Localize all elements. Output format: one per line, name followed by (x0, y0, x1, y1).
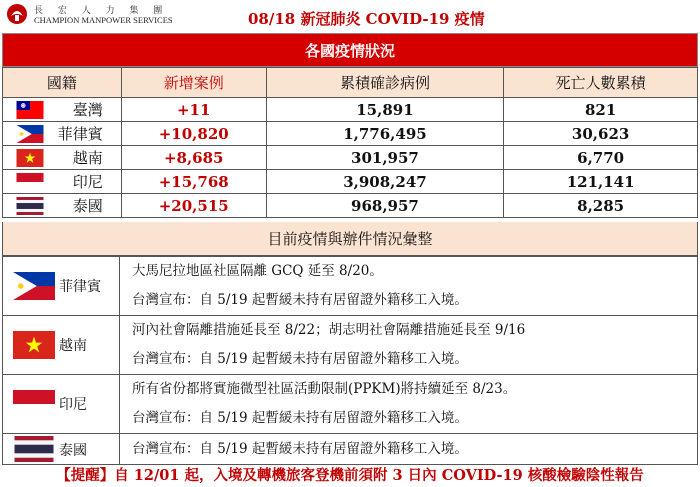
country-name: 越南 (72, 149, 103, 167)
update-country-cell (3, 375, 120, 434)
taiwan-flag-icon (13, 101, 47, 119)
new-cases: +15,768 (121, 170, 266, 194)
deaths: 821 (504, 98, 698, 122)
indonesia-flag-icon (13, 173, 47, 191)
deaths: 8,285 (504, 194, 698, 218)
thailand-flag-icon (13, 436, 55, 462)
total-cases: 15,891 (266, 98, 504, 122)
update-line: 台灣宣布：自 5/19 起暫緩未持有居留證外籍移工入境。 (132, 351, 468, 367)
country-cell (3, 122, 122, 146)
table-row (3, 122, 698, 146)
country-cell (3, 98, 122, 122)
update-country-name: 越南 (59, 338, 87, 354)
update-line: 台灣宣布：自 5/19 起暫緩未持有居留證外籍移工入境。 (132, 440, 468, 457)
new-cases: +10,820 (121, 122, 266, 146)
philippines-flag-icon (13, 272, 55, 300)
update-line: 台灣宣布：自 5/19 起暫緩未持有居留證外籍移工入境。 (132, 410, 468, 426)
update-country-name: 菲律賓 (59, 279, 101, 295)
section-title-country-status: 各國疫情狀況 (2, 33, 698, 67)
update-line: 所有省份都將實施微型社區活動限制(PPKM)將持續延至 8/23。 (132, 381, 517, 397)
table-row (3, 98, 698, 122)
update-line: 台灣宣布：自 5/19 起暫緩未持有居留證外籍移工入境。 (132, 292, 468, 308)
vietnam-flag-icon (13, 149, 47, 167)
company-logo-icon (6, 3, 28, 25)
update-country-cell (3, 316, 120, 375)
update-content (120, 257, 698, 316)
header (0, 0, 700, 34)
update-country-name: 泰國 (59, 443, 87, 459)
updates-table (2, 256, 698, 465)
update-country-cell (3, 434, 120, 465)
table-row (3, 170, 698, 194)
update-row (3, 316, 698, 375)
table-row (3, 146, 698, 170)
total-cases: 968,957 (266, 194, 504, 218)
update-country-name: 印尼 (59, 397, 87, 413)
country-cell (3, 194, 122, 218)
covid-stats-table (2, 67, 698, 218)
update-content (120, 316, 698, 375)
country-name: 泰國 (72, 197, 103, 215)
header-new-cases: 新增案例 (121, 68, 266, 98)
header-country: 國籍 (3, 68, 122, 98)
country-name: 菲律賓 (57, 125, 103, 143)
update-content (120, 375, 698, 434)
deaths: 121,141 (504, 170, 698, 194)
header-deaths: 死亡人數累積 (504, 68, 698, 98)
table-row (3, 194, 698, 218)
total-cases: 301,957 (266, 146, 504, 170)
total-cases: 3,908,247 (266, 170, 504, 194)
header-total-cases: 累積確診病例 (266, 68, 504, 98)
footer-reminder: 【提醒】自 12/01 起，入境及轉機旅客登機前須附 3 日內 COVID-19 核酸檢驗陰性報告 (56, 467, 644, 484)
deaths: 30,623 (504, 122, 698, 146)
update-row (3, 375, 698, 434)
table-header-row (3, 68, 698, 98)
philippines-flag-icon (13, 125, 47, 143)
total-cases: 1,776,495 (266, 122, 504, 146)
new-cases: +8,685 (121, 146, 266, 170)
country-name: 臺灣 (72, 101, 103, 119)
page-title: 08/18 新冠肺炎 COVID-19 疫情 (248, 10, 485, 28)
update-row (3, 257, 698, 316)
country-cell (3, 170, 122, 194)
update-country-cell (3, 257, 120, 316)
section-title-updates: 目前疫情與辦件情況彙整 (2, 222, 698, 256)
update-line: 河內社會隔離措施延長至 8/22；胡志明社會隔離措施延長至 9/16 (132, 322, 526, 338)
thailand-flag-icon (13, 197, 47, 215)
update-line: 大馬尼拉地區社區隔離 GCQ 延至 8/20。 (132, 263, 383, 279)
company-name-en: CHAMPION MANPOWER SERVICES (34, 15, 173, 25)
new-cases: +20,515 (121, 194, 266, 218)
indonesia-flag-icon (13, 390, 55, 418)
deaths: 6,770 (504, 146, 698, 170)
company-name-cn: 長 宏 人 力 集 團 (34, 6, 169, 16)
new-cases: +11 (121, 98, 266, 122)
update-content (120, 434, 698, 465)
country-name: 印尼 (72, 173, 103, 191)
update-row (3, 434, 698, 465)
vietnam-flag-icon (13, 331, 55, 359)
country-cell (3, 146, 122, 170)
